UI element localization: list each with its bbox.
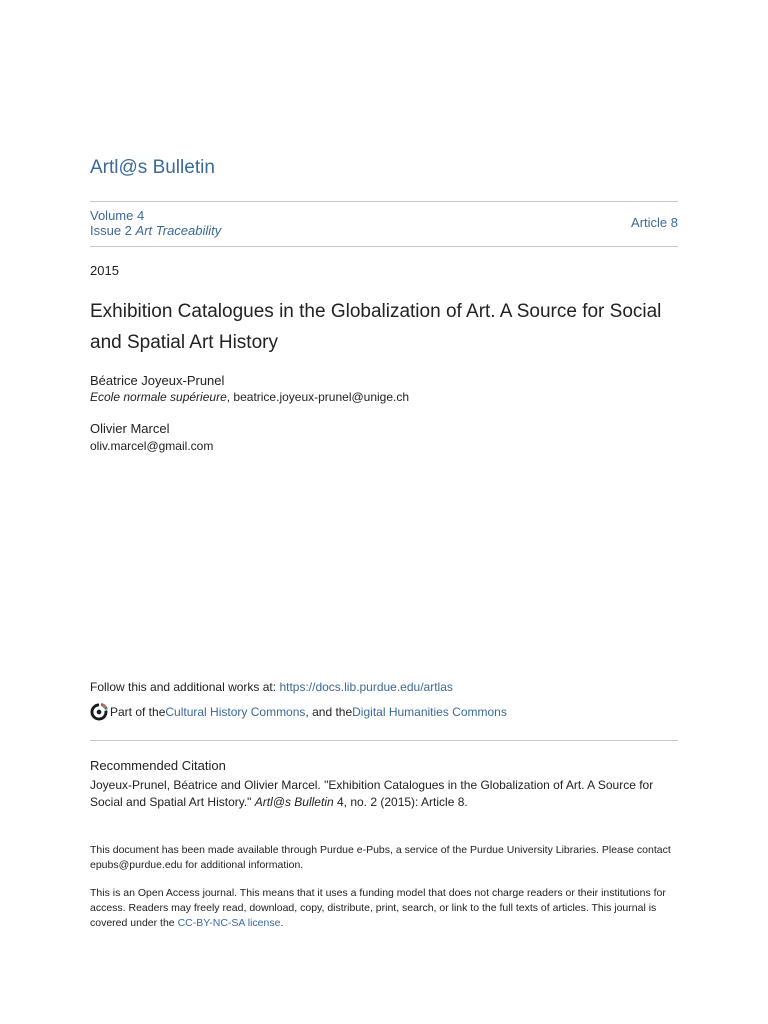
citation-text xyxy=(90,777,682,811)
open-access-end: . xyxy=(280,917,284,929)
license-link[interactable]: CC-BY-NC-SA license xyxy=(177,917,281,929)
follow-line xyxy=(90,680,453,694)
issue-theme[interactable]: Art Traceability xyxy=(135,223,222,238)
issue-link[interactable]: Issue 2 xyxy=(90,223,132,238)
author-name: Olivier Marcel xyxy=(90,421,170,436)
repository-link[interactable]: https://docs.lib.purdue.edu/artlas xyxy=(279,680,453,694)
divider xyxy=(90,246,678,247)
cover-page xyxy=(90,0,678,1024)
journal-title-link[interactable]: Artl@s Bulletin xyxy=(90,157,215,178)
article-link[interactable]: Article 8 xyxy=(631,215,678,230)
part-of-middle: , and the xyxy=(305,705,353,719)
digital-humanities-commons-link[interactable]: Digital Humanities Commons xyxy=(352,705,507,719)
divider xyxy=(90,201,678,202)
citation-heading: Recommended Citation xyxy=(90,758,226,773)
issue-line[interactable] xyxy=(90,223,221,238)
citation-end: 4, no. 2 (2015): Article 8. xyxy=(333,795,468,809)
citation-journal: Artl@s Bulletin xyxy=(254,795,334,809)
issue-info xyxy=(90,208,221,238)
citation-start: Joyeux-Prunel, Béatrice and Olivier Marcel. "Exhibition Catalogues in the Globalization of Art. A Source for Social and Spatial Art History." xyxy=(90,778,654,809)
volume-link[interactable]: Volume 4 xyxy=(90,208,145,223)
open-access-text: This is an Open Access journal. This means that it uses a funding model that does not charge readers or their institutions for access. Readers may freely read, download, copy, distribute, print, search, or link to the full texts of articles. This journal is covered under the xyxy=(90,887,666,929)
part-of-prefix: Part of the xyxy=(110,705,166,719)
publication-year: 2015 xyxy=(90,263,119,278)
author-email: , beatrice.joyeux-prunel@unige.ch xyxy=(226,390,410,404)
affiliation-name: Ecole normale supérieure xyxy=(90,390,227,404)
author-email: oliv.marcel@gmail.com xyxy=(90,439,214,453)
paper-title: Exhibition Catalogues in the Globalization of Art. A Source for Social and Spatial Art History xyxy=(90,301,662,353)
author-name: Béatrice Joyeux-Prunel xyxy=(90,373,225,388)
epubs-notice: This document has been made available through Purdue e-Pubs, a service of the Purdue University Libraries. Please contact epubs@purdue.edu for additional information. xyxy=(90,844,671,871)
divider xyxy=(90,740,678,741)
part-of-line xyxy=(90,703,507,721)
author-affiliation xyxy=(90,390,409,404)
open-access-notice xyxy=(90,886,682,931)
cultural-history-commons-link[interactable]: Cultural History Commons xyxy=(165,705,306,719)
network-commons-icon xyxy=(90,703,108,721)
follow-text: Follow this and additional works at: xyxy=(90,680,280,694)
